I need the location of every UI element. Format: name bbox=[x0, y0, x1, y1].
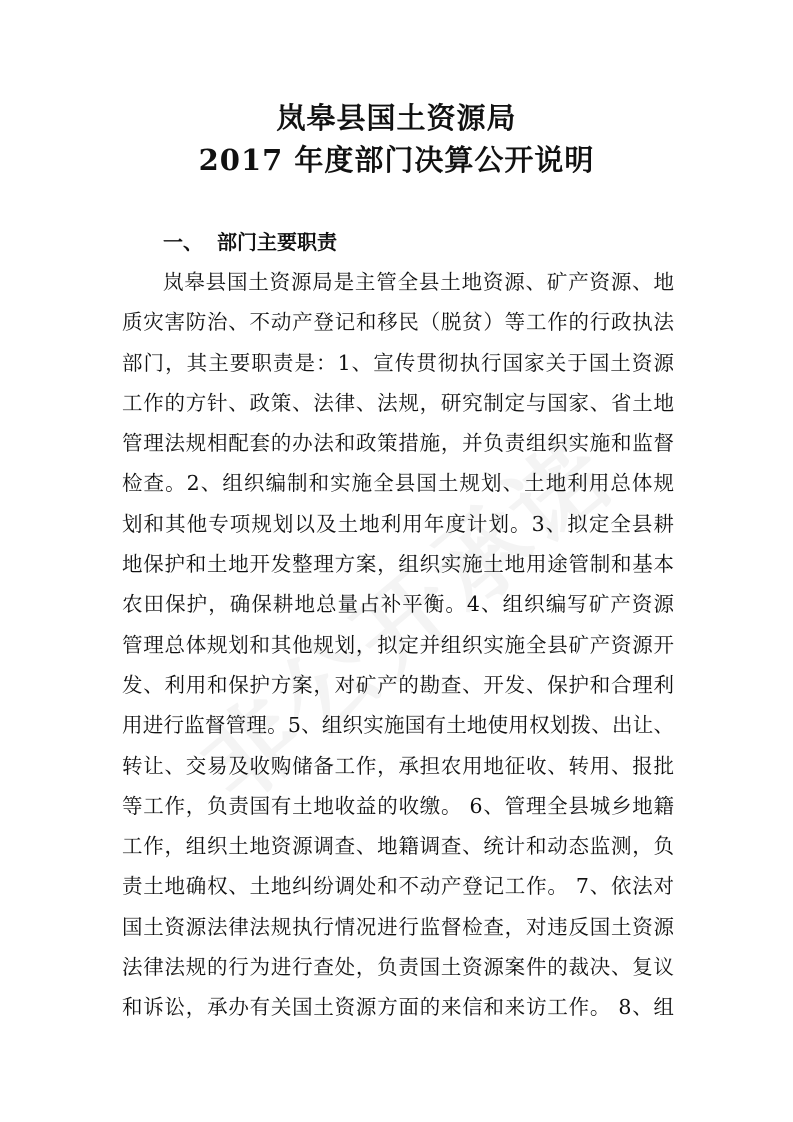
section-body bbox=[122, 262, 674, 1028]
paragraph-line: 工作，组织土地资源调查、地籍调查、统计和动态监测，负 bbox=[122, 834, 674, 859]
paragraph-line: 检查。2、组织编制和实施全县国土规划、土地利用总体规 bbox=[122, 471, 674, 496]
paragraph-line: 等工作，负责国有土地收益的收缴。 6、管理全县城乡地籍 bbox=[122, 793, 674, 818]
document-title-line1: 岚皋县国土资源局 bbox=[276, 101, 517, 135]
section-number: 一、 bbox=[163, 230, 203, 254]
paragraph-line: 工作的方针、政策、法律、法规，研究制定与国家、省土地 bbox=[122, 390, 674, 415]
paragraph-line: 法律法规的行为进行查处，负责国土资源案件的裁决、复议 bbox=[122, 955, 674, 980]
paragraph-line: 管理总体规划和其他规划，拟定并组织实施全县矿产资源开 bbox=[122, 632, 674, 657]
paragraph-line: 责土地确权、土地纠纷调处和不动产登记工作。 7、依法对 bbox=[122, 874, 674, 899]
paragraph-line: 划和其他专项规划以及土地利用年度计划。3、拟定全县耕 bbox=[122, 511, 674, 536]
paragraph-line: 发、利用和保护方案，对矿产的勘查、开发、保护和合理利 bbox=[122, 672, 674, 697]
section-heading bbox=[163, 227, 337, 257]
paragraph-line: 用进行监督管理。5、组织实施国有土地使用权划拨、出让、 bbox=[122, 713, 674, 738]
paragraph-line: 管理法规相配套的办法和政策措施，并负责组织实施和监督 bbox=[122, 431, 674, 456]
paragraph-line: 和诉讼，承办有关国土资源方面的来信和来访工作。 8、组 bbox=[122, 995, 674, 1020]
paragraph-line: 部门，其主要职责是：1、宣传贯彻执行国家关于国土资源 bbox=[122, 350, 674, 375]
paragraph-line: 岚皋县国土资源局是主管全县土地资源、矿产资源、地 bbox=[163, 270, 674, 294]
paragraph-line: 转让、交易及收购储备工作，承担农用地征收、转用、报批 bbox=[122, 753, 674, 778]
paragraph-line: 质灾害防治、不动产登记和移民（脱贫）等工作的行政执法 bbox=[122, 310, 674, 335]
paragraph-line: 地保护和土地开发整理方案，组织实施土地用途管制和基本 bbox=[122, 552, 674, 577]
document-title-line2: 2017 年度部门决算公开说明 bbox=[198, 143, 595, 177]
section-title: 部门主要职责 bbox=[217, 230, 337, 254]
paragraph-line: 国土资源法律法规执行情况进行监督检查，对违反国土资源 bbox=[122, 914, 674, 939]
paragraph-line: 农田保护，确保耕地总量占补平衡。4、组织编写矿产资源 bbox=[122, 592, 674, 617]
